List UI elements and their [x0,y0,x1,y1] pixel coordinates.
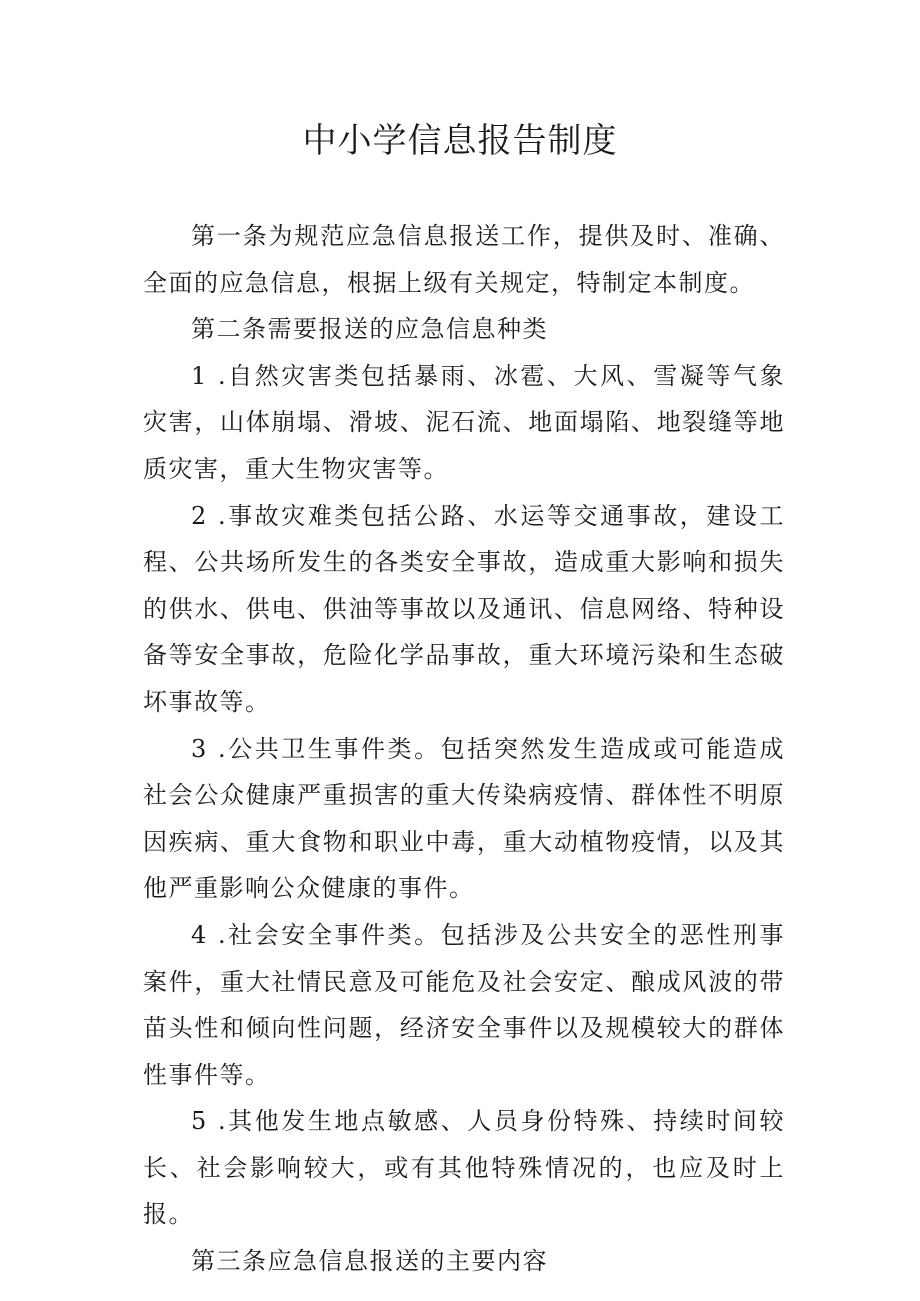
document-title: 中小学信息报告制度 [302,121,618,161]
paragraph-article-3-heading: 第三条应急信息报送的主要内容 [191,1247,548,1276]
paragraph-item-1: 1 .自然灾害类包括暴雨、冰雹、大风、雪凝等气象灾害，山体崩塌、滑坡、泥石流、地面塌陷、地裂缝等地质灾害，重大生物灾害等。 [143,361,785,483]
paragraph-item-5: 5 .其他发生地点敏感、人员身份特殊、持续时间较长、社会影响较大，或有其他特殊情况的，也应及时上报。 [143,1107,785,1229]
document-body [143,213,785,1285]
paragraph-article-1: 第一条为规范应急信息报送工作，提供及时、准确、全面的应急信息，根据上级有关规定，特制定本制度。 [143,222,785,297]
paragraph-item-2: 2 .事故灾难类包括公路、水运等交通事故，建设工程、公共场所发生的各类安全事故，造成重大影响和损失的供水、供电、供油等事故以及通讯、信息网络、特种设备等安全事故，危险化学品事故，重大环境污染和生态破坏事故等。 [143,501,785,716]
paragraph-article-2-heading: 第二条需要报送的应急信息种类 [191,315,548,344]
paragraph-item-3: 3 .公共卫生事件类。包括突然发生造成或可能造成社会公众健康严重损害的重大传染病疫情、群体性不明原因疾病、重大食物和职业中毒，重大动植物疫情，以及其他严重影响公众健康的事件。 [143,734,785,903]
paragraph-item-4: 4 .社会安全事件类。包括涉及公共安全的恶性刑事案件，重大社情民意及可能危及社会安定、酿成风波的带苗头性和倾向性问题，经济安全事件以及规模较大的群体性事件等。 [143,920,785,1089]
